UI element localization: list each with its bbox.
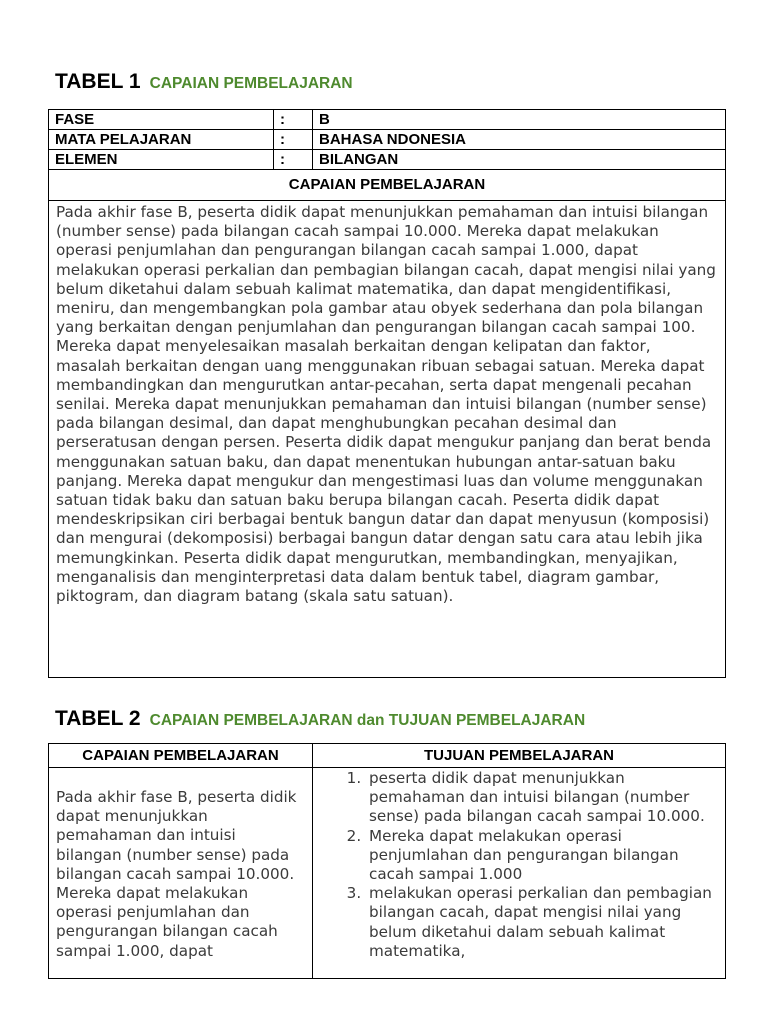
table1-row-mapel (49, 130, 726, 150)
tp-item-1: 1. peserta didik dapat menunjukkan pemahaman dan intuisi bilangan (number sense) pada bilangan cacah sampai 10.000. (366, 769, 725, 827)
table2-tp-list (313, 768, 725, 961)
tp-item-3: 3. melakukan operasi perkalian dan pembagian bilangan cacah, dapat mengisi nilai yang belum diketahui dalam sebuah kalimat matematika, (366, 884, 725, 961)
table2 (48, 743, 726, 979)
table1-cp-text: Pada akhir fase B, peserta didik dapat menunjukkan pemahaman dan intuisi bilangan (number sense) pada bilangan cacah sampai 10.000. Mereka dapat melakukan operasi penjumlahan dan pengurangan bilangan cacah sampai 1.000, dapat melakukan operasi perkalian dan pembagian bilangan cacah, dapat mengisi nilai yang belum diketahui dalam sebuah kalimat matematika, dan dapat mengidentifikasi, meniru, dan mengembangkan pola gambar atau obyek sederhana dan pola bilangan yang berkaitan dengan penjumlahan dan pengurangan bilangan cacah sampai 100. Mereka dapat menyelesaikan masalah berkaitan dengan kelipatan dan faktor, masalah berkaitan dengan uang menggunakan ribuan sebagai satuan. Mereka dapat membandingkan dan mengurutkan antar-pecahan, serta dapat mengenali pecahan senilai. Mereka dapat menunjukkan pemahaman dan intuisi bilangan (number sense) pada bilangan desimal, dan dapat menghubungkan pecahan desimal dan perseratusan dengan persen. Peserta didik dapat mengukur panjang dan berat benda menggunakan satuan baku, dan dapat menentukan hubungan antar-satuan baku panjang. Mereka dapat mengukur dan mengestimasi luas dan volume menggunakan satuan tidak baku dan satuan baku berupa bilangan cacah. Peserta didik dapat mendeskripsikan ciri berbagai bentuk bangun datar dan dapat menyusun (komposisi) dan mengurai (dekomposisi) berbagai bangun datar dengan satu cara atau lebih jika memungkinkan. Peserta didik dapat mengurutkan, membandingkan, menyajikan, menganalisis dan menginterpretasi data dalam bentuk tabel, diagram gambar, piktogram, dan diagram batang (skala satu satuan). (56, 203, 716, 606)
table2-cp-text: Pada akhir fase B, peserta didik dapat menunjukkan pemahaman dan intuisi bilangan (number sense) pada bilangan cacah sampai 10.000. Mereka dapat melakukan operasi penjumlahan dan pengurangan bilangan cacah sampai 1.000, dapat (56, 788, 297, 960)
table2-heading-sub: CAPAIAN PEMBELAJARAN dan TUJUAN PEMBELAJARAN (149, 712, 586, 729)
table2-cp-cell (49, 768, 313, 979)
table1-row-elemen (49, 150, 726, 170)
table1-heading-lead: TABEL 1 (55, 70, 141, 93)
table1-row-fase (49, 110, 726, 130)
elemen-value: BILANGAN (313, 150, 726, 170)
table1-cp-header: CAPAIAN PEMBELAJARAN (49, 170, 726, 201)
table1-heading-sub: CAPAIAN PEMBELAJARAN (149, 75, 353, 92)
table1-cp-header-row (49, 170, 726, 201)
table2-heading (55, 707, 585, 731)
table2-tp-cell (313, 768, 726, 979)
table2-header-row (49, 744, 726, 768)
fase-value: B (313, 110, 726, 130)
mapel-value: BAHASA NDONESIA (313, 130, 726, 150)
table2-heading-lead: TABEL 2 (55, 707, 141, 730)
table1 (48, 109, 726, 678)
elemen-sep: : (274, 150, 313, 170)
table2-col2-header: TUJUAN PEMBELAJARAN (313, 744, 726, 768)
table2-body-row (49, 768, 726, 979)
mapel-sep: : (274, 130, 313, 150)
table1-heading (55, 70, 353, 94)
elemen-label: ELEMEN (49, 150, 274, 170)
tp-item-2: 2. Mereka dapat melakukan operasi penjumlahan dan pengurangan bilangan cacah sampai 1.000 (366, 827, 725, 885)
mapel-label: MATA PELAJARAN (49, 130, 274, 150)
fase-sep: : (274, 110, 313, 130)
fase-label: FASE (49, 110, 274, 130)
table1-cp-body-row (49, 201, 726, 678)
table1-cp-cell (49, 201, 726, 678)
table2-col1-header: CAPAIAN PEMBELAJARAN (49, 744, 313, 768)
